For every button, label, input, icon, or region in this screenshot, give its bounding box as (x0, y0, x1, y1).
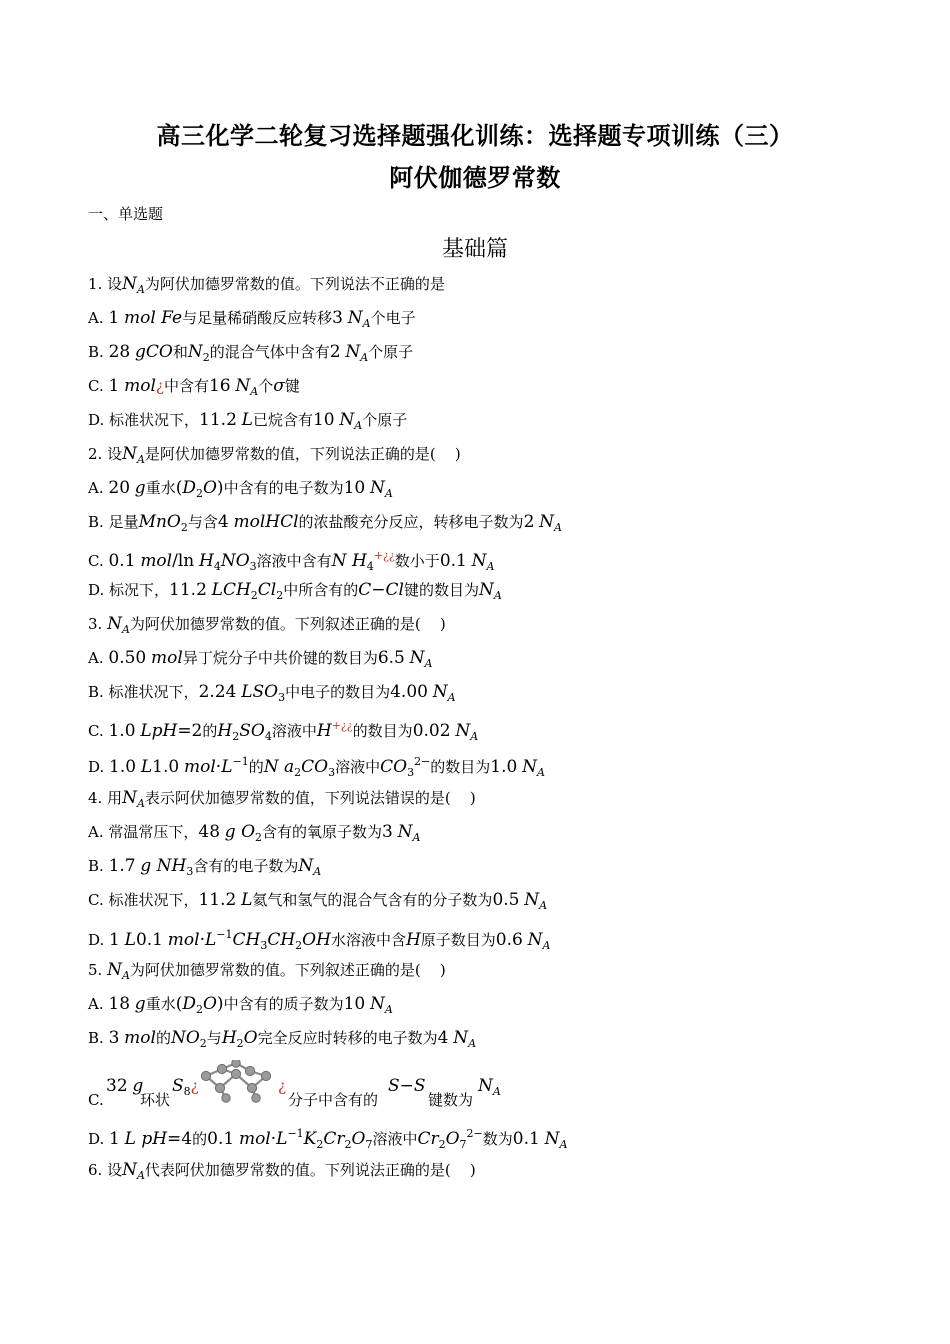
question-3-option-c: C. 1.0 LpH=2的$H_2SO_4$溶液中H+¿¿的数目为0.02 $N_A$ (88, 719, 479, 743)
question-6-stem: 6. 设$N_A$代表阿伏加德罗常数的值。下列说法正确的是( ) (88, 1160, 476, 1182)
question-5-option-c-label: C. (88, 1091, 104, 1109)
question-4-option-b: B. 1.7 g $NH_3$含有的电子数为$N_A$ (88, 856, 322, 878)
question-5-option-d: D. 1 L pH=4的0.1 $mol\cdot L^{-1}K_2Cr_2O_7$溶液中$Cr_2O_7^{2-}$数为0.1 $N_A$ (88, 1127, 568, 1151)
question-3-option-a: A. 0.50 mol异丁烷分子中共价键的数目为6.5 $N_A$ (88, 648, 433, 670)
question-2-option-d: D. 标况下，11.2 $LCH_2Cl_2$中所含有的C−Cl键的数目为$N_A$ (88, 580, 502, 602)
section-heading: 一、单选题 (88, 205, 164, 223)
question-5-option-c-part5: 分子中含有的 (288, 1091, 379, 1109)
question-1-option-c: C. 1 mol¿中含有16 $N_A$个σ键 (88, 376, 300, 398)
question-4-option-d: D. 1 L0.1 $mol\cdot L^{-1}CH_3CH_2OH$水溶液中含H原子数目为0.6 $N_A$ (88, 928, 551, 952)
s8-ring-molecule-image (200, 1060, 278, 1104)
question-3-stem: 3. $N_A$为阿伏加德罗常数的值。下列叙述正确的是( ) (88, 614, 446, 636)
question-1-option-a: A. 1 mol Fe与足量稀硝酸反应转移3 $N_A$个电子 (88, 308, 416, 330)
title-line-2: 阿伏伽德罗常数 (389, 164, 561, 192)
question-5-option-c-part6: S−S (388, 1076, 426, 1096)
question-1-stem: 1. 设$N_A$为阿伏加德罗常数的值。下列说法不正确的是 (88, 274, 445, 296)
question-3-option-d: D. 1.0 L1.0 $mol\cdot L^{-1}$的N $a_2CO_3$溶液中$CO_3^{2-}$的数目为1.0 $N_A$ (88, 755, 545, 779)
question-1-option-b: B. 28 gCO和$N_2$的混合气体中含有2 $N_A$个原子 (88, 342, 414, 364)
sub-heading: 基础篇 (441, 237, 508, 262)
question-5-option-c-part4: ¿ (278, 1077, 287, 1095)
question-2-option-b: B. 足量MnO$_2$与含4 molHCl的浓盐酸充分反应，转移电子数为2 $N_A$ (88, 512, 562, 534)
question-1-option-d: D. 标准状况下，11.2 L已烷含有10 $N_A$个原子 (88, 410, 408, 432)
question-2-option-a: A. 20 g重水$(D_2O)$中含有的电子数为10 $N_A$ (88, 478, 393, 500)
question-3-option-b: B. 标准状况下，2.24 $LSO_3$中电子的数目为4.00 $N_A$ (88, 682, 456, 704)
question-5-stem: 5. $N_A$为阿伏加德罗常数的值。下列叙述正确的是( ) (88, 960, 446, 982)
question-5-option-c-part3: $S_8¿$ (172, 1076, 199, 1098)
question-4-option-c: C. 标准状况下，11.2 L氦气和氢气的混合气含有的分子数为0.5 $N_A$ (88, 890, 548, 912)
question-5-option-c-part2: 环状 (140, 1091, 171, 1109)
question-4-stem: 4. 用$N_A$表示阿伏加德罗常数的值，下列说法错误的是( ) (88, 788, 476, 810)
question-4-option-a: A. 常温常压下，48 g $O_2$含有的氧原子数为3 $N_A$ (88, 822, 421, 844)
question-5-option-c-part7: 键数为 (428, 1091, 474, 1109)
question-5-option-a: A. 18 g重水$(D_2O)$中含有的质子数为10 $N_A$ (88, 994, 393, 1016)
title-line-1: 高三化学二轮复习选择题强化训练：选择题专项训练（三） (156, 122, 794, 150)
question-5-option-b: B. 3 mol的$NO_2$与$H_2O$完全反应时转移的电子数为4 $N_A$ (88, 1028, 477, 1050)
question-5-option-c-part1: 32 g (106, 1076, 144, 1096)
question-2-stem: 2. 设$N_A$是阿伏加德罗常数的值，下列说法正确的是( ) (88, 444, 461, 466)
question-2-option-c: C. 0.1 mol/ln $H_4NO_3$溶液中含有N $H_4^{+¿¿}$数小于0.1 $N_A$ (88, 549, 495, 573)
question-5-option-c-part8: $N_A$ (478, 1076, 501, 1098)
